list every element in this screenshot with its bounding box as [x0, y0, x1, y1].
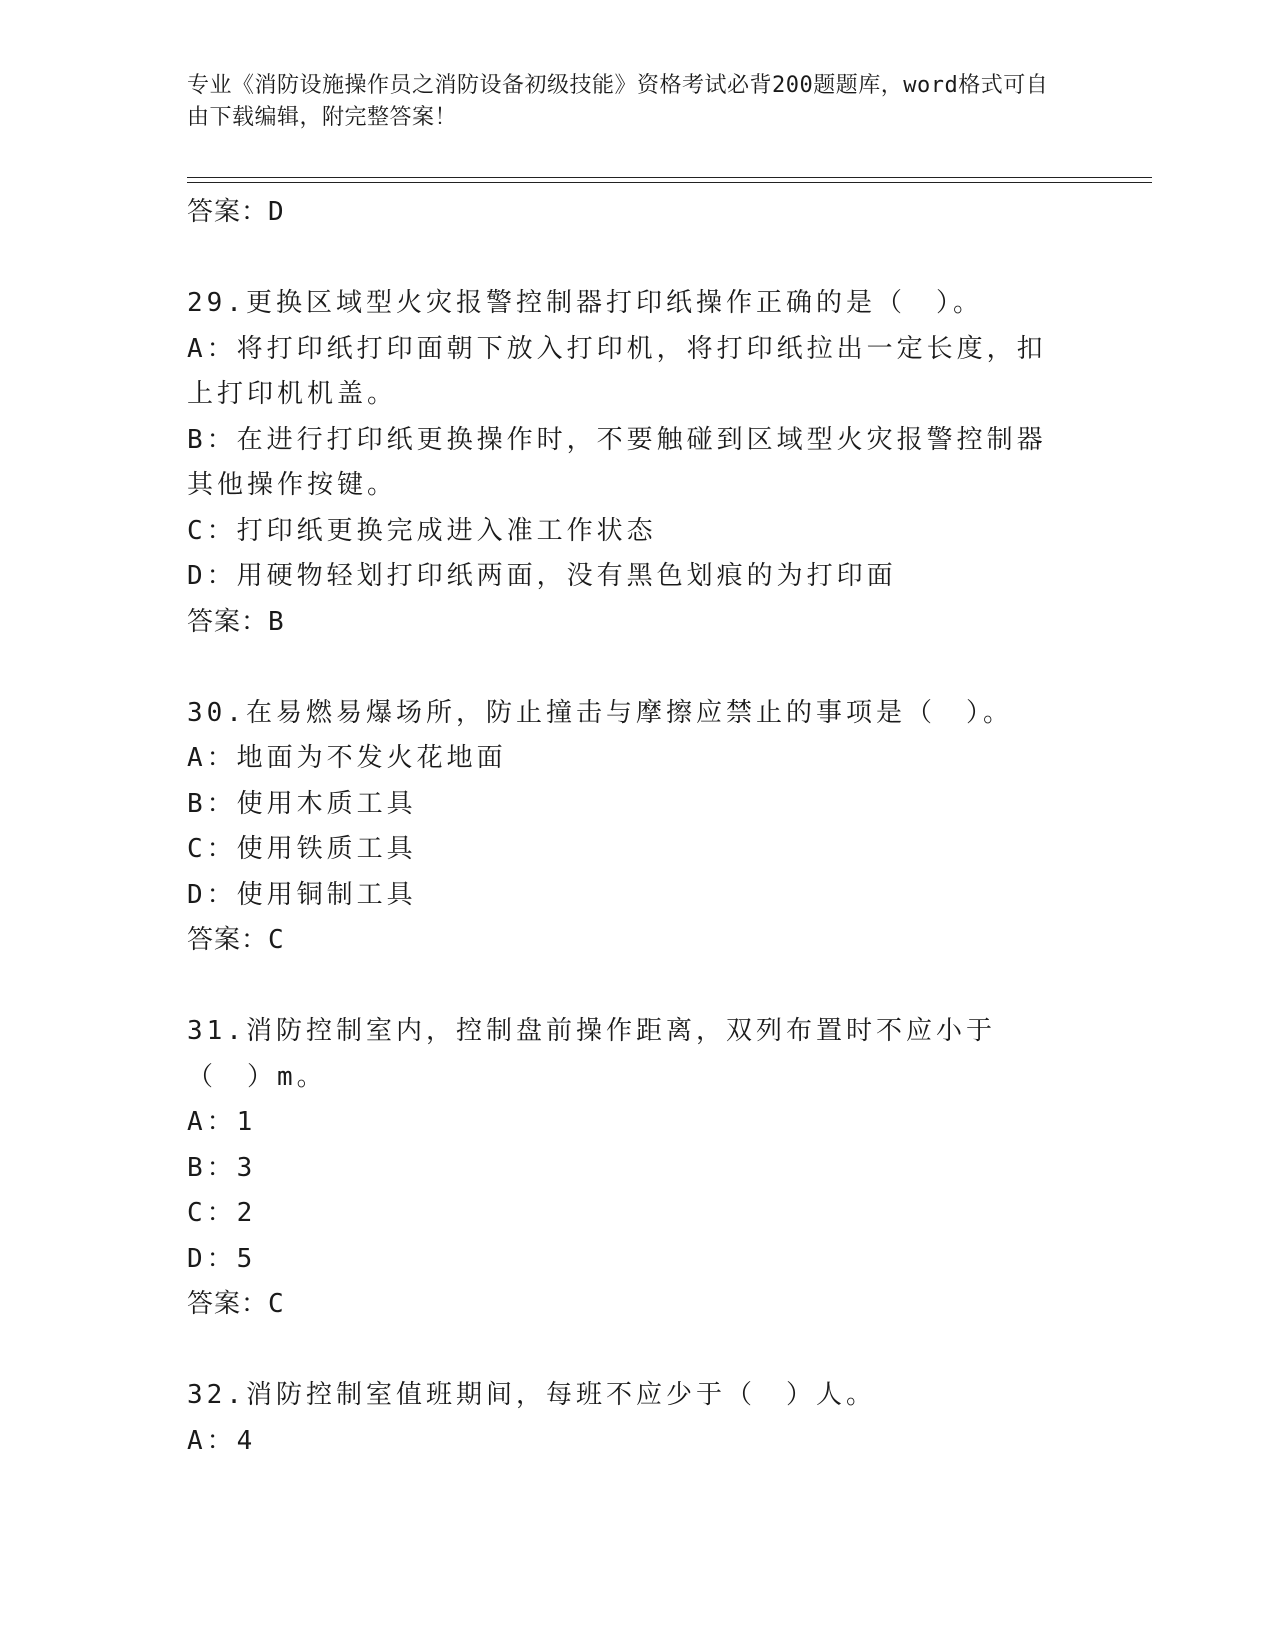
answer-value: C: [268, 1289, 285, 1319]
header-divider-bottom: [187, 182, 1152, 183]
header-divider-top: [187, 177, 1152, 178]
question-list: [187, 190, 1087, 1464]
spacer: [187, 644, 1087, 691]
option-a: A：地面为不发火花地面: [187, 743, 507, 773]
option-c: C：2: [187, 1198, 257, 1228]
option-d: D：用硬物轻划打印纸两面，没有黑色划痕的为打印面: [187, 561, 897, 591]
question-stem: 30.在易燃易爆场所，防止撞击与摩擦应禁止的事项是（ ）。: [187, 697, 1013, 728]
answer-line: [187, 918, 1087, 962]
answer-label: 答案：: [187, 606, 269, 637]
answer-line: [187, 600, 1087, 644]
option-a: A：1: [187, 1107, 257, 1137]
option-c: C：打印纸更换完成进入准工作状态: [187, 515, 657, 546]
spacer: [187, 234, 1087, 281]
question-stem: 31.消防控制室内，控制盘前操作距离，双列布置时不应小于（ ）m。: [187, 1016, 996, 1092]
option-b: B：3: [187, 1152, 257, 1183]
answer-value: C: [268, 925, 285, 955]
spacer: [187, 1326, 1087, 1373]
answer-label: 答案：: [187, 925, 269, 955]
document-header: 专业《消防设施操作员之消防设备初级技能》资格考试必背200题题库，word格式可自由下载编辑，附完整答案！: [187, 73, 1049, 130]
answer-label: 答案：: [187, 197, 269, 227]
option-a: A：将打印纸打印面朝下放入打印机，将打印纸拉出一定长度，扣上打印机机盖。: [187, 333, 1047, 409]
answer-value: D: [268, 197, 285, 227]
answer-value: B: [268, 606, 285, 637]
option-b: B：在进行打印纸更换操作时，不要触碰到区域型火灾报警控制器其他操作按键。: [187, 424, 1047, 500]
option-c: C：使用铁质工具: [187, 834, 417, 864]
option-d: D：使用铜制工具: [187, 879, 417, 910]
answer-line: [187, 190, 1087, 234]
answer-line: [187, 1282, 1087, 1326]
question-stem: 29.更换区域型火灾报警控制器打印纸操作正确的是（ ）。: [187, 288, 983, 318]
option-d: D：5: [187, 1243, 257, 1274]
option-a: A：4: [187, 1425, 257, 1456]
spacer: [187, 962, 1087, 1009]
option-b: B：使用木质工具: [187, 788, 417, 819]
answer-label: 答案：: [187, 1289, 269, 1319]
question-stem: 32.消防控制室值班期间，每班不应少于（ ）人。: [187, 1380, 876, 1410]
